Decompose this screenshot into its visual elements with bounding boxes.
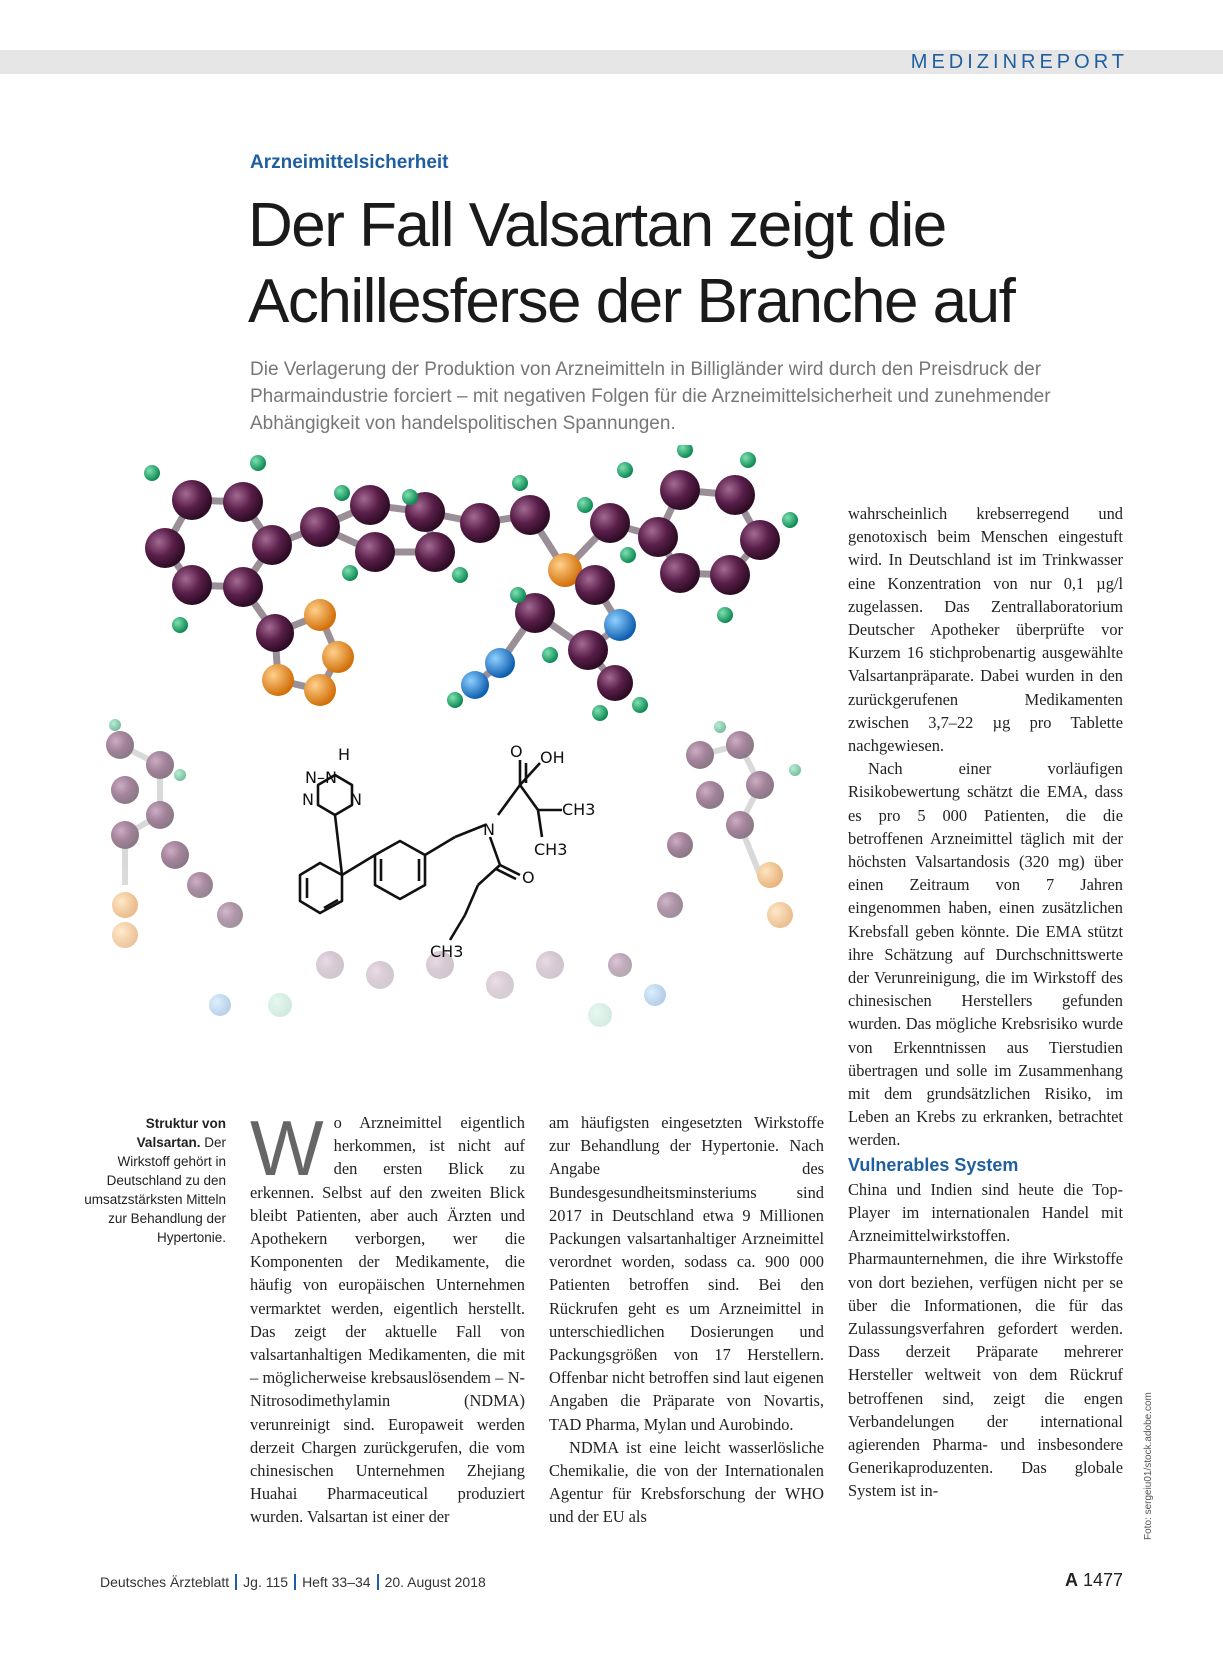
body-column-3: [848, 502, 1123, 1503]
footer-separator: [377, 1574, 379, 1590]
footer-separator: [294, 1574, 296, 1590]
article-lead: Die Verlagerung der Produktion von Arzneimitteln in Billigländer wird durch den Preisdruck der Pharmaindustrie forciert – mit negativen Folgen für die Arzneimittelsicherheit und zunehmender Abhängigkeit von handelspolitischen Spannungen.: [250, 359, 1051, 434]
subhead: Vulnerables System: [848, 1154, 1019, 1175]
footer-issue: Heft 33–34: [302, 1574, 371, 1590]
page-number: [1065, 1570, 1123, 1591]
headline-line-1: Der Fall Valsartan zeigt die: [248, 191, 946, 260]
formula-label-ch3-mid: CH3: [534, 840, 568, 859]
formula-label-h: H: [338, 745, 351, 764]
formula-label-o: O: [510, 742, 523, 761]
body-column-2-para-1: am häufigsten eingesetzten Wirkstoffe zur Behandlung der Hypertonie. Nach Angabe des Bundesgesundheitsminsteriums sind 2017 in Deutschland etwa 9 Millionen Packungen valsartanhaltiger Arzneimittel verordnet worden, sodass ca. 900 000 Patienten betroffen sind. Bei den Rückrufen geht es um Arzneimittel in unterschiedlichen Dosierungen und Packungsgrößen von 17 Herstellern. Offenbar nicht betroffen sind laut eigenen Angaben die Präparate von Novartis, TAD Pharma, Mylan und Aurobindo.: [549, 1113, 824, 1434]
body-column-1: [250, 1104, 525, 1529]
formula-label-n: N: [302, 790, 314, 809]
photo-credit: Foto: sergeiu01/stock.adobe.com: [1143, 1392, 1154, 1540]
footer-date: 20. August 2018: [384, 1574, 486, 1590]
page-number-value: 1477: [1082, 1570, 1123, 1590]
headline-line-2: Achillesferse der Branche auf: [248, 267, 1015, 336]
formula-label-n2: N: [350, 790, 362, 809]
body-column-3-para-3: China und Indien sind heute die Top-Player im internationalen Handel mit Arzneimittelwirkstoffen. Pharmaunternehmen, die ihre Wirkstoffe von dort beziehen, verfügen nicht per se über die Informationen, die für das Zulassungsverfahren gefordert werden. Dass derzeit Präparate mehrerer Hersteller weltweit von dem Rückruf betroffenen sind, zeigt die engen Verbandelungen der international agierenden Pharma- und insbesondere Generikaproduzenten. Das globale System ist in-: [848, 1179, 1123, 1501]
caption-title: Struktur von Valsartan.: [136, 1116, 226, 1150]
article-headline: [248, 188, 1148, 340]
body-column-2-para-2: NDMA ist eine leicht wasserlösliche Chemikalie, die von der Internationalen Agentur für Krebsforschung der WHO und der EU als: [549, 1437, 824, 1527]
molecule-atoms: [144, 445, 798, 721]
formula-label-nn: N–N: [305, 768, 337, 787]
formula-label-oh: OH: [540, 748, 565, 767]
formula-label-ch3-top: CH3: [562, 800, 596, 819]
formula-label-n3: N: [483, 820, 495, 839]
footer-volume: Jg. 115: [243, 1574, 289, 1590]
body-column-3-para-1: wahrscheinlich krebserregend und genotoxisch beim Menschen eingestuft wird. In Deutschland ist im Trinkwasser eine Konzentration von nur 0,1 µg/l zugelassen. Das Zentrallaboratorium Deutscher Apotheker überprüfte vor Kurzem 16 stichprobenartig ausgewählte Valsartanpräparate. Dabei wurden in den zurückgerufenen Medikamenten zwischen 3,7–22 µg pro Tablette nachgewiesen.: [848, 504, 1123, 756]
valsartan-figure: [80, 445, 840, 1125]
caption-text: Der Wirkstoff gehört in Deutschland zu den umsatzstärksten Mitteln zur Behandlung der Hypertonie.: [84, 1135, 226, 1245]
footer-separator: [235, 1574, 237, 1590]
body-column-2: [549, 1111, 824, 1529]
formula-label-ch3-bottom: CH3: [430, 942, 464, 961]
footer-journal: Deutsches Ärzteblatt: [100, 1574, 230, 1590]
dropcap: W: [250, 1104, 324, 1192]
article-kicker: Arzneimittelsicherheit: [250, 152, 449, 173]
section-label: MEDIZINREPORT: [910, 51, 1128, 73]
footer: [100, 1574, 486, 1590]
figure-caption: [82, 1114, 226, 1247]
formula-label-o2: O: [522, 868, 535, 887]
body-column-3-para-2: Nach einer vorläufigen Risikobewertung schätzt die EMA, dass es pro 5 000 Patienten, die die betroffenen Arzneimittel täglich mit der höchsten Valsartandosis (320 mg) über einen Zeitraum von 7 Jahren eingenommen haben, einen zusätzlichen Krebsfall geben könnte. Die EMA stützt ihre Schätzung auf Durchschnittswerte der Verunreinigung, die im Wirkstoff des chinesischen Herstellers gefunden wurden. Das mögliche Krebsrisiko wurde von Erkenntnissen aus Tierstudien übertragen und solle im Zusammenhang mit dem grundsätzlichen Risiko, im Leben an Krebs zu erkranken, betrachtet werden.: [848, 759, 1123, 1150]
page-prefix: A: [1064, 1570, 1078, 1590]
body-column-1-text: o Arzneimittel eigentlich herkommen, ist nicht auf den ersten Blick zu erkennen. Selbst auf den zweiten Blick bleibt Patienten, aber auch Ärzten und Apothekern verborgen, wer die Komponenten der Medikamente, die häufig von europäischen Unternehmen vermarktet werden, eigentlich herstellt. Das zeigt der aktuelle Fall von valsartanhaltigen Medikamenten, die mit – möglicherweise krebsauslösendem – N-Nitrosodimethylamin (NDMA) verunreinigt sind. Europaweit werden derzeit Chargen zurückgerufen, die vom chinesischen Unternehmen Zhejiang Huahai Pharmaceutical produziert wurden. Valsartan ist einer der: [250, 1113, 525, 1527]
